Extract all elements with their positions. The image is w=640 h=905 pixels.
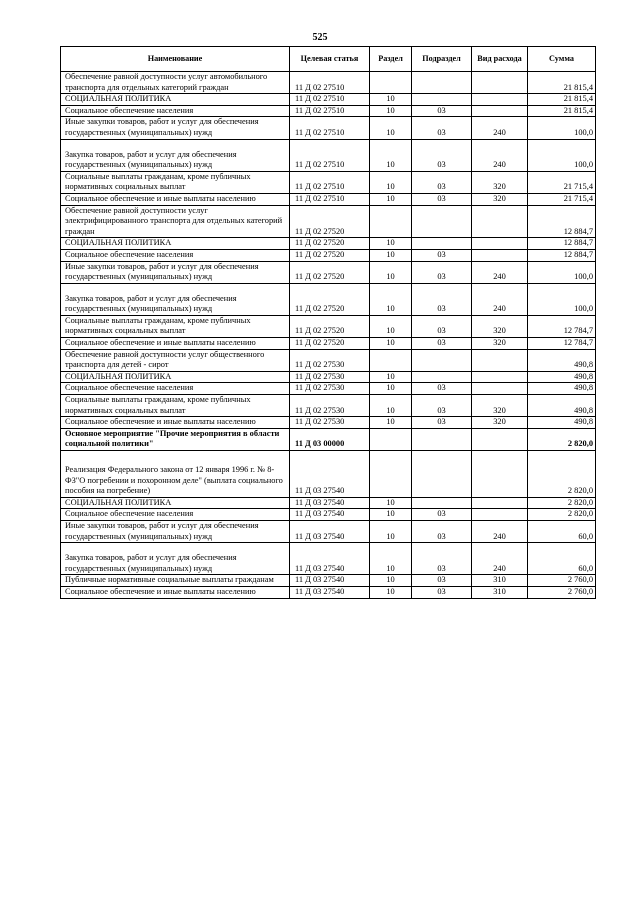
row-code: 11 Д 02 27510 <box>290 193 370 205</box>
row-expense-type: 240 <box>472 117 528 139</box>
row-subsection: 03 <box>412 261 472 283</box>
row-code: 11 Д 02 27520 <box>290 249 370 261</box>
row-subsection <box>412 94 472 106</box>
row-name: СОЦИАЛЬНАЯ ПОЛИТИКА <box>61 371 290 383</box>
table-row <box>61 171 596 193</box>
table-row <box>61 105 596 117</box>
row-section: 10 <box>370 497 412 509</box>
row-section: 10 <box>370 338 412 350</box>
row-subsection: 03 <box>412 383 472 395</box>
table-row <box>61 520 596 542</box>
row-code: 11 Д 03 27540 <box>290 451 370 498</box>
row-expense-type: 320 <box>472 338 528 350</box>
row-subsection: 03 <box>412 117 472 139</box>
table-row <box>61 261 596 283</box>
row-sum: 490,8 <box>528 417 596 429</box>
row-name: СОЦИАЛЬНАЯ ПОЛИТИКА <box>61 238 290 250</box>
row-section: 10 <box>370 105 412 117</box>
row-code: 11 Д 02 27520 <box>290 205 370 238</box>
row-sum: 21 815,4 <box>528 72 596 94</box>
row-code: 11 Д 03 27540 <box>290 575 370 587</box>
row-name: Иные закупки товаров, работ и услуг для обеспечения государственных (муниципальных) нужд <box>61 117 290 139</box>
row-sum: 21 815,4 <box>528 105 596 117</box>
table-row <box>61 509 596 521</box>
row-code: 11 Д 02 27530 <box>290 417 370 429</box>
row-name: Социальные выплаты гражданам, кроме публичных нормативных социальных выплат <box>61 315 290 337</box>
row-section: 10 <box>370 249 412 261</box>
row-code: 11 Д 02 27510 <box>290 139 370 171</box>
row-subsection: 03 <box>412 520 472 542</box>
row-expense-type <box>472 451 528 498</box>
row-name: Иные закупки товаров, работ и услуг для обеспечения государственных (муниципальных) нужд <box>61 261 290 283</box>
row-section <box>370 349 412 371</box>
row-name: СОЦИАЛЬНАЯ ПОЛИТИКА <box>61 94 290 106</box>
column-header-section: Раздел <box>370 47 412 72</box>
row-sum: 21 715,4 <box>528 171 596 193</box>
row-section: 10 <box>370 139 412 171</box>
row-section: 10 <box>370 238 412 250</box>
row-sum: 12 784,7 <box>528 338 596 350</box>
row-code: 11 Д 03 27540 <box>290 509 370 521</box>
row-expense-type: 310 <box>472 575 528 587</box>
table-row <box>61 497 596 509</box>
row-name: Социальное обеспечение населения <box>61 105 290 117</box>
table-row <box>61 586 596 598</box>
row-code: 11 Д 03 27540 <box>290 520 370 542</box>
row-name: Основное мероприятие "Прочие мероприятия в области социальной политики" <box>61 428 290 450</box>
row-code: 11 Д 02 27520 <box>290 238 370 250</box>
row-sum: 12 884,7 <box>528 249 596 261</box>
row-code: 11 Д 02 27510 <box>290 117 370 139</box>
row-name: Социальные выплаты гражданам, кроме публичных нормативных социальных выплат <box>61 395 290 417</box>
row-expense-type: 320 <box>472 315 528 337</box>
row-name: Социальное обеспечение населения <box>61 249 290 261</box>
row-expense-type: 240 <box>472 139 528 171</box>
table-row <box>61 94 596 106</box>
row-sum: 100,0 <box>528 139 596 171</box>
table-row <box>61 139 596 171</box>
row-subsection: 03 <box>412 249 472 261</box>
row-name: Обеспечение равной доступности услуг общественного транспорта для детей - сирот <box>61 349 290 371</box>
table-row <box>61 543 596 575</box>
row-name: Обеспечение равной доступности услуг электрифицированного транспорта для отдельных категорий граждан <box>61 205 290 238</box>
row-expense-type <box>472 249 528 261</box>
table-row <box>61 451 596 498</box>
column-header-target-article: Целевая статья <box>290 47 370 72</box>
row-section: 10 <box>370 193 412 205</box>
row-subsection <box>412 238 472 250</box>
row-name: Закупка товаров, работ и услуг для обеспечения государственных (муниципальных) нужд <box>61 139 290 171</box>
row-subsection: 03 <box>412 586 472 598</box>
table-header-row <box>61 47 596 72</box>
table-row <box>61 238 596 250</box>
row-code: 11 Д 02 27520 <box>290 261 370 283</box>
row-sum: 100,0 <box>528 283 596 315</box>
row-expense-type: 320 <box>472 171 528 193</box>
row-sum: 490,8 <box>528 395 596 417</box>
row-section: 10 <box>370 586 412 598</box>
row-section: 10 <box>370 575 412 587</box>
row-code: 11 Д 02 27520 <box>290 338 370 350</box>
row-sum: 2 820,0 <box>528 451 596 498</box>
row-code: 11 Д 03 00000 <box>290 428 370 450</box>
row-code: 11 Д 02 27530 <box>290 349 370 371</box>
row-name: Социальное обеспечение и иные выплаты населению <box>61 338 290 350</box>
row-code: 11 Д 02 27510 <box>290 72 370 94</box>
column-header-name: Наименование <box>61 47 290 72</box>
row-subsection: 03 <box>412 509 472 521</box>
table-row <box>61 395 596 417</box>
row-expense-type <box>472 428 528 450</box>
row-section: 10 <box>370 315 412 337</box>
row-section: 10 <box>370 383 412 395</box>
row-sum: 2 760,0 <box>528 575 596 587</box>
row-sum: 490,8 <box>528 383 596 395</box>
row-subsection: 03 <box>412 338 472 350</box>
row-section <box>370 205 412 238</box>
row-expense-type <box>472 497 528 509</box>
row-sum: 490,8 <box>528 349 596 371</box>
table-row <box>61 315 596 337</box>
row-subsection: 03 <box>412 105 472 117</box>
row-name: Социальные выплаты гражданам, кроме публичных нормативных социальных выплат <box>61 171 290 193</box>
row-name: Обеспечение равной доступности услуг автомобильного транспорта для отдельных категорий граждан <box>61 72 290 94</box>
row-expense-type: 240 <box>472 283 528 315</box>
table-row <box>61 205 596 238</box>
row-section: 10 <box>370 117 412 139</box>
row-expense-type: 310 <box>472 586 528 598</box>
row-expense-type <box>472 383 528 395</box>
row-section: 10 <box>370 371 412 383</box>
row-section: 10 <box>370 171 412 193</box>
row-sum: 12 884,7 <box>528 238 596 250</box>
row-sum: 100,0 <box>528 261 596 283</box>
row-code: 11 Д 03 27540 <box>290 543 370 575</box>
row-name: Закупка товаров, работ и услуг для обеспечения государственных (муниципальных) нужд <box>61 283 290 315</box>
row-expense-type <box>472 238 528 250</box>
row-sum: 21 815,4 <box>528 94 596 106</box>
row-subsection <box>412 72 472 94</box>
table-row <box>61 575 596 587</box>
row-code: 11 Д 02 27510 <box>290 171 370 193</box>
row-subsection: 03 <box>412 315 472 337</box>
row-subsection <box>412 497 472 509</box>
row-code: 11 Д 02 27530 <box>290 371 370 383</box>
row-name: Социальное обеспечение населения <box>61 509 290 521</box>
row-sum: 60,0 <box>528 543 596 575</box>
row-expense-type <box>472 509 528 521</box>
table-row <box>61 428 596 450</box>
page-number: 525 <box>312 32 328 43</box>
row-name: Социальное обеспечение населения <box>61 383 290 395</box>
row-sum: 12 884,7 <box>528 205 596 238</box>
row-subsection: 03 <box>412 575 472 587</box>
column-header-expense-type: Вид расхода <box>472 47 528 72</box>
row-subsection <box>412 428 472 450</box>
row-section: 10 <box>370 261 412 283</box>
row-name: Публичные нормативные социальные выплаты гражданам <box>61 575 290 587</box>
table-row <box>61 349 596 371</box>
row-section: 10 <box>370 94 412 106</box>
row-subsection <box>412 349 472 371</box>
column-header-subsection: Подраздел <box>412 47 472 72</box>
row-code: 11 Д 02 27520 <box>290 283 370 315</box>
table-row <box>61 338 596 350</box>
table-row <box>61 193 596 205</box>
row-subsection <box>412 371 472 383</box>
row-subsection <box>412 451 472 498</box>
row-section <box>370 451 412 498</box>
row-expense-type <box>472 94 528 106</box>
row-subsection: 03 <box>412 139 472 171</box>
row-section: 10 <box>370 283 412 315</box>
table-row <box>61 117 596 139</box>
row-subsection: 03 <box>412 171 472 193</box>
row-code: 11 Д 02 27530 <box>290 383 370 395</box>
row-name: Закупка товаров, работ и услуг для обеспечения государственных (муниципальных) нужд <box>61 543 290 575</box>
row-subsection: 03 <box>412 193 472 205</box>
row-name: Реализация Федерального закона от 12 января 1996 г. № 8-ФЗ"О погребении и похоронном деле" (выплата социального пособия на погребение) <box>61 451 290 498</box>
table-row <box>61 72 596 94</box>
table-row <box>61 383 596 395</box>
row-expense-type: 320 <box>472 193 528 205</box>
row-section: 10 <box>370 509 412 521</box>
row-subsection <box>412 205 472 238</box>
row-code: 11 Д 02 27510 <box>290 94 370 106</box>
row-sum: 2 820,0 <box>528 497 596 509</box>
row-expense-type <box>472 349 528 371</box>
row-section: 10 <box>370 543 412 575</box>
row-subsection: 03 <box>412 417 472 429</box>
row-expense-type <box>472 371 528 383</box>
row-expense-type: 240 <box>472 261 528 283</box>
row-subsection: 03 <box>412 395 472 417</box>
row-expense-type <box>472 205 528 238</box>
row-sum: 12 784,7 <box>528 315 596 337</box>
row-section <box>370 72 412 94</box>
row-section: 10 <box>370 395 412 417</box>
row-code: 11 Д 02 27510 <box>290 105 370 117</box>
row-expense-type <box>472 72 528 94</box>
table-row <box>61 371 596 383</box>
column-header-sum: Сумма <box>528 47 596 72</box>
row-code: 11 Д 02 27530 <box>290 395 370 417</box>
table-row <box>61 249 596 261</box>
row-sum: 2 820,0 <box>528 428 596 450</box>
row-sum: 2 820,0 <box>528 509 596 521</box>
row-expense-type <box>472 105 528 117</box>
row-code: 11 Д 03 27540 <box>290 586 370 598</box>
row-subsection: 03 <box>412 283 472 315</box>
row-name: Социальное обеспечение и иные выплаты населению <box>61 586 290 598</box>
row-expense-type: 320 <box>472 395 528 417</box>
row-sum: 21 715,4 <box>528 193 596 205</box>
row-code: 11 Д 03 27540 <box>290 497 370 509</box>
row-section <box>370 428 412 450</box>
row-section: 10 <box>370 417 412 429</box>
row-name: Социальное обеспечение и иные выплаты населению <box>61 193 290 205</box>
row-sum: 60,0 <box>528 520 596 542</box>
budget-table <box>60 46 596 599</box>
row-expense-type: 320 <box>472 417 528 429</box>
row-sum: 490,8 <box>528 371 596 383</box>
row-name: Социальное обеспечение и иные выплаты населению <box>61 417 290 429</box>
row-name: Иные закупки товаров, работ и услуг для обеспечения государственных (муниципальных) нужд <box>61 520 290 542</box>
row-subsection: 03 <box>412 543 472 575</box>
row-expense-type: 240 <box>472 520 528 542</box>
row-sum: 100,0 <box>528 117 596 139</box>
row-code: 11 Д 02 27520 <box>290 315 370 337</box>
row-expense-type: 240 <box>472 543 528 575</box>
table-row <box>61 283 596 315</box>
row-name: СОЦИАЛЬНАЯ ПОЛИТИКА <box>61 497 290 509</box>
row-sum: 2 760,0 <box>528 586 596 598</box>
table-row <box>61 417 596 429</box>
row-section: 10 <box>370 520 412 542</box>
